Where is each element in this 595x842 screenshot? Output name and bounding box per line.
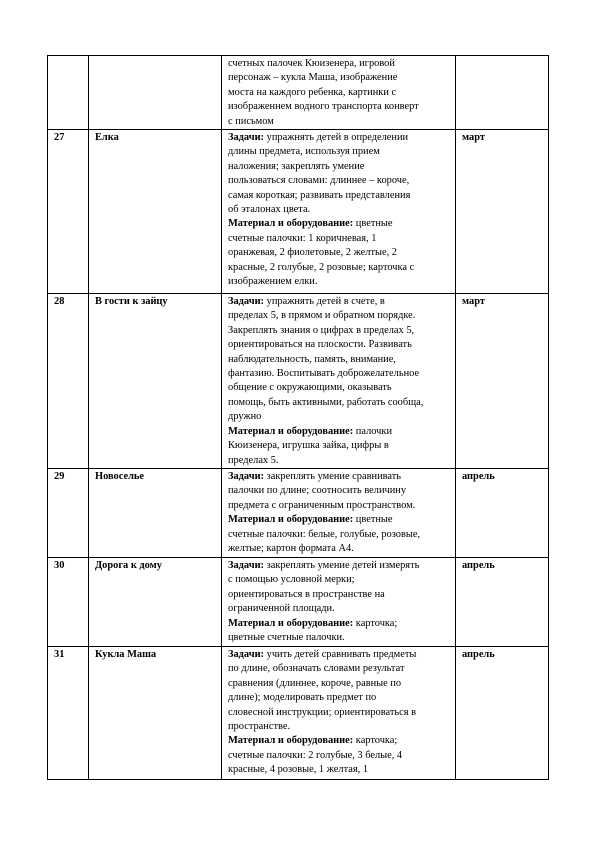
material-label: Материал и оборудование: — [228, 735, 354, 747]
cell-theme — [89, 56, 222, 130]
tasks-text: предмета с ограниченным пространством. — [228, 499, 416, 511]
material-text: желтые; картон формата А4. — [228, 543, 354, 555]
row-number: 28 — [48, 294, 89, 469]
tasks-label: Задачи: — [228, 132, 265, 144]
tasks-text: помощь, быть активными, работать сообща, — [228, 396, 424, 408]
table-row — [48, 294, 549, 469]
lesson-plan-table — [47, 55, 549, 780]
content-line: персонаж – кукла Маша, изображение — [228, 72, 398, 84]
material-text: Кюизенера, игрушка зайка, цифры в — [228, 440, 389, 452]
tasks-text: закреплять умение сравнивать — [264, 471, 402, 483]
content-line: с письмом — [228, 115, 274, 127]
tasks-text: общение с окружающими, оказывать — [228, 382, 392, 394]
lesson-month: март — [456, 294, 549, 469]
tasks-label: Задачи: — [228, 649, 265, 661]
tasks-text: наложения; закреплять умение — [228, 160, 365, 172]
tasks-text: с помощью условной мерки; — [228, 574, 355, 586]
tasks-text: самая короткая; развивать представления — [228, 189, 411, 201]
table-row — [48, 469, 549, 558]
tasks-text: ориентироваться на плоскости. Развивать — [228, 339, 412, 351]
tasks-text: Закреплять знания о цифрах в пределах 5, — [228, 324, 415, 336]
material-text: оранжевая, 2 фиолетовые, 2 желтые, 2 — [228, 247, 397, 259]
tasks-text: словесной инструкции; ориентироваться в — [228, 706, 417, 718]
tasks-text: ориентироваться в пространстве на — [228, 588, 385, 600]
tasks-text: длине); моделировать предмет по — [228, 692, 377, 704]
tasks-text: упражнять детей в определении — [264, 132, 409, 144]
material-text: счетные палочки: 2 голубые, 3 белые, 4 — [228, 749, 403, 761]
material-text: пределах 5. — [228, 454, 279, 466]
material-text: цветные — [353, 514, 393, 526]
content-line: изображеннем водного транспорта конверт — [228, 101, 419, 113]
table-row-continuation — [48, 56, 549, 130]
material-label: Материал и оборудование: — [228, 425, 354, 437]
tasks-text: наблюдательность, память, внимание, — [228, 353, 396, 365]
tasks-text: по длине, обозначать словами результат — [228, 663, 405, 675]
table-row — [48, 558, 549, 647]
material-text: красные, 4 розовые, 1 желтая, 1 — [228, 764, 369, 776]
material-text: счетные палочки: белые, голубые, розовые, — [228, 528, 421, 540]
lesson-month: апрель — [456, 558, 549, 647]
content-line: счетных палочек Кюизенера, игровой — [228, 58, 395, 69]
material-text: карточка; — [353, 617, 398, 629]
tasks-text: пользоваться словами: длиннее – короче, — [228, 175, 410, 187]
lesson-theme: Елка — [89, 130, 222, 294]
lesson-content — [222, 558, 456, 647]
tasks-label: Задачи: — [228, 471, 265, 483]
lesson-content — [222, 647, 456, 780]
tasks-text: дружно — [228, 411, 262, 423]
lesson-content — [222, 130, 456, 294]
tasks-text: пределах 5, в прямом и обратном порядке. — [228, 310, 416, 322]
lesson-theme: Дорога к дому — [89, 558, 222, 647]
material-text: цветные счетные палочки. — [228, 632, 345, 644]
tasks-label: Задачи: — [228, 560, 265, 572]
material-label: Материал и оборудование: — [228, 617, 354, 629]
row-number: 30 — [48, 558, 89, 647]
material-text: счетные палочки: 1 коричневая, 1 — [228, 232, 377, 244]
cell-content — [222, 56, 456, 130]
material-text: изображением елки. — [228, 276, 318, 288]
tasks-text: ограниченной площади. — [228, 603, 335, 615]
tasks-text: закреплять умение детей измерять — [264, 560, 420, 572]
lesson-theme: В гости к зайцу — [89, 294, 222, 469]
tasks-text: сравнения (длиннее, короче, равные по — [228, 677, 402, 689]
tasks-text: длины предмета, используя прием — [228, 146, 380, 158]
lesson-content — [222, 294, 456, 469]
cell-num — [48, 56, 89, 130]
tasks-text: учить детей сравнивать предметы — [264, 649, 417, 661]
cell-month — [456, 56, 549, 130]
lesson-month: март — [456, 130, 549, 294]
row-number: 27 — [48, 130, 89, 294]
lesson-theme: Новоселье — [89, 469, 222, 558]
material-label: Материал и оборудование: — [228, 514, 354, 526]
material-label: Материал и оборудование: — [228, 218, 354, 230]
tasks-text: пространстве. — [228, 721, 291, 733]
material-text: цветные — [353, 218, 393, 230]
tasks-text: об эталонах цвета. — [228, 204, 311, 216]
table-row — [48, 647, 549, 780]
material-text: карточка; — [353, 735, 398, 747]
tasks-label: Задачи: — [228, 296, 265, 308]
tasks-text: палочки по длине; соотносить величину — [228, 485, 407, 497]
tasks-text: фантазию. Воспитывать доброжелательное — [228, 368, 420, 380]
lesson-month: апрель — [456, 647, 549, 780]
lesson-month: апрель — [456, 469, 549, 558]
lesson-content — [222, 469, 456, 558]
material-text: красные, 2 голубые, 2 розовые; карточка с — [228, 261, 415, 273]
lesson-theme: Кукла Маша — [89, 647, 222, 780]
row-number: 31 — [48, 647, 89, 780]
tasks-text: упражнять детей в счете, в — [264, 296, 385, 308]
row-number: 29 — [48, 469, 89, 558]
material-text: палочки — [353, 425, 393, 437]
table-row — [48, 130, 549, 294]
content-line: моста на каждого ребенка, картинки с — [228, 86, 397, 98]
